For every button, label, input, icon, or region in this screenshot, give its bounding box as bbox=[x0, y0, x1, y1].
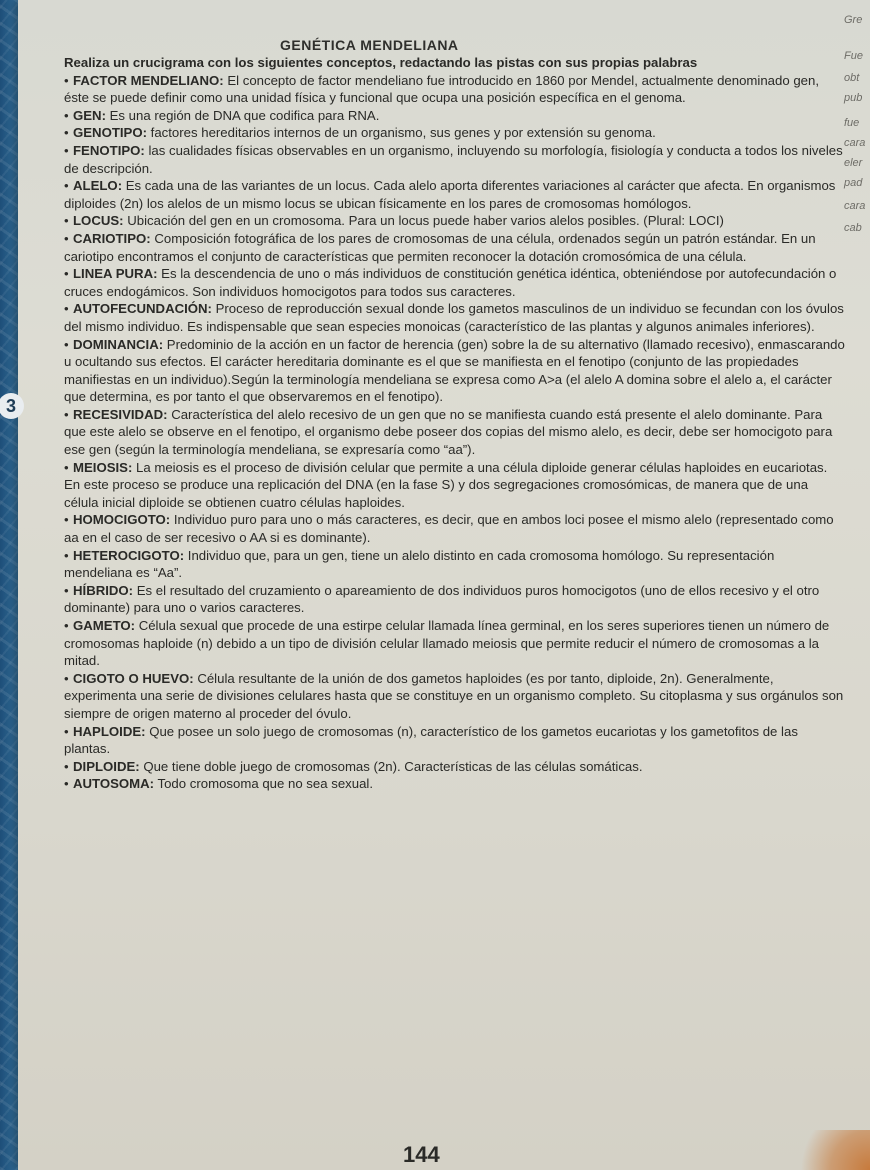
step-badge: 3 bbox=[0, 393, 24, 419]
bullet-icon: • bbox=[64, 72, 69, 88]
definition-text: Es la descendencia de uno o más individuos de constitución genética idéntica, obteniéndose por autofecundación o cruces endogámicos. Son individuos homocigotos para todos sus caracteres. bbox=[64, 266, 837, 299]
definition-text: Ubicación del gen en un cromosoma. Para un locus puede haber varios alelos posibles. (Plural: LOCI) bbox=[123, 213, 724, 229]
definition-entry bbox=[64, 265, 846, 300]
bullet-icon: • bbox=[64, 266, 69, 282]
side-word: fue bbox=[844, 117, 860, 129]
definition-text: Predominio de la acción en un factor de herencia (gen) sobre la de su alternativo (llamado recesivo), enmascarando u ocultando sus efectos. El carácter hereditaria dominante es el que se manifiesta en el fenotipo (conjunto de las propiedades manifiestas en un individuo).Según la terminología mendeliana se expresa como A>a (el alelo A domina sobre el alelo a, el carácter que determina, es por tanto el que observaremos en el fenotipo). bbox=[64, 336, 845, 405]
definition-term: GAMETO: bbox=[73, 618, 136, 633]
definition-entry bbox=[64, 336, 846, 406]
definition-text: Todo cromosoma que no sea sexual. bbox=[154, 776, 374, 792]
definition-entry bbox=[64, 775, 846, 793]
definition-entry bbox=[64, 547, 846, 582]
bullet-icon: • bbox=[64, 406, 69, 422]
bullet-icon: • bbox=[64, 301, 69, 317]
bullet-icon: • bbox=[64, 107, 69, 123]
bullet-icon: • bbox=[64, 670, 69, 686]
definition-text: factores hereditarios internos de un organismo, sus genes y por extensión su genoma. bbox=[147, 125, 656, 141]
definition-text: Individuo que, para un gen, tiene un alelo distinto en cada cromosoma homólogo. Su representación mendeliana es “Aa”. bbox=[64, 547, 775, 581]
bullet-icon: • bbox=[64, 512, 69, 528]
bullet-icon: • bbox=[64, 125, 69, 141]
side-word: pub bbox=[844, 92, 863, 104]
definition-term: FENOTIPO: bbox=[73, 142, 145, 158]
definition-term: CARIOTIPO: bbox=[73, 230, 151, 246]
definition-text: Característica del alelo recesivo de un gen que no se manifiesta cuando está presente el alelo dominante. Para que este alelo se observe en el fenotipo, el organismo debe poseer dos copias del mismo alelo, es decir, debe ser homocigoto para ese gen (según la terminología mendeliana, se expresaría como “aa”). bbox=[64, 406, 833, 458]
definition-text: Es cada una de las variantes de un locus. Cada alelo aporta diferentes variaciones al carácter que afecta. En organismos diploides (2n) los alelos de un mismo locus se ubican físicamente en los pares de cromosomas homólogos. bbox=[64, 178, 836, 211]
definition-text: Que tiene doble juego de cromosomas (2n). Características de las células somáticas. bbox=[139, 758, 643, 774]
definition-entry bbox=[64, 406, 846, 459]
definition-term: HAPLOIDE: bbox=[73, 723, 146, 739]
definition-entry bbox=[64, 582, 846, 617]
definition-term: RECESIVIDAD: bbox=[73, 406, 168, 422]
definition-entry bbox=[64, 459, 846, 512]
side-word: obt bbox=[844, 72, 860, 84]
definition-term: AUTOSOMA: bbox=[73, 776, 155, 792]
definition-entry bbox=[64, 72, 846, 107]
side-word: eler bbox=[844, 157, 863, 169]
page-number: 144 bbox=[403, 1142, 440, 1167]
definition-term: HÍBRIDO: bbox=[73, 582, 134, 598]
side-word: Fue bbox=[844, 50, 863, 62]
definition-term: HETEROCIGOTO: bbox=[73, 547, 185, 563]
bullet-icon: • bbox=[64, 758, 69, 774]
definition-term: MEIOSIS: bbox=[73, 459, 133, 475]
definition-term: DIPLOIDE: bbox=[73, 758, 140, 774]
document-page bbox=[18, 0, 870, 1170]
definition-entry bbox=[64, 723, 846, 758]
definition-term: FACTOR MENDELIANO: bbox=[73, 72, 224, 88]
definition-entry bbox=[64, 142, 846, 177]
bullet-icon: • bbox=[64, 459, 69, 475]
side-word: Gre bbox=[844, 14, 863, 26]
definition-text: Composición fotográfica de los pares de cromosomas de una célula, ordenados según un patrón estándar. En un cariotipo encontramos el conjunto de características que permiten reconocer la dotación cromosómica de una célula. bbox=[64, 230, 816, 264]
bullet-icon: • bbox=[64, 618, 69, 633]
definition-term: LOCUS: bbox=[73, 213, 124, 229]
definition-term: AUTOFECUNDACIÓN: bbox=[73, 301, 212, 317]
definition-text: Es una región de DNA que codifica para RNA. bbox=[105, 107, 380, 123]
bullet-icon: • bbox=[64, 582, 69, 598]
definition-entry bbox=[64, 617, 846, 670]
definition-term: ALELO: bbox=[73, 178, 123, 194]
bullet-icon: • bbox=[64, 336, 69, 352]
side-word: cara bbox=[844, 137, 866, 149]
bullet-icon: • bbox=[64, 213, 69, 229]
definition-term: LINEA PURA: bbox=[73, 266, 158, 282]
definition-text: Célula sexual que procede de una estirpe celular llamada línea germinal, en los seres superiores tienen un número de cromosomas haploide (n) debido a un tipo de división celular llamado meiosis que permite reducir el número de cromosomas a la mitad. bbox=[64, 618, 830, 669]
definition-text: Proceso de reproducción sexual donde los gametos masculinos de un individuo se fecundan con los óvulos del mismo individuo. Es indispensable que sean especies monoicas (característico de las plantas y algunos animales inferiores). bbox=[64, 301, 844, 334]
definition-entry bbox=[64, 511, 846, 546]
definition-entry bbox=[64, 124, 846, 142]
definition-entry bbox=[64, 212, 846, 230]
definition-text: las cualidades físicas observables en un organismo, incluyendo su morfología, fisiología y conducta a todos los niveles de descripción. bbox=[64, 142, 843, 176]
definition-term: GEN: bbox=[73, 107, 106, 123]
page-title: GENÉTICA MENDELIANA bbox=[280, 37, 459, 53]
definition-entry bbox=[64, 230, 846, 265]
definition-text: Que posee un solo juego de cromosomas (n), característico de los gametos eucariotas y los gametofitos de las plantas. bbox=[64, 723, 798, 757]
definition-entry bbox=[64, 177, 846, 212]
corner-glow bbox=[780, 1130, 870, 1170]
bullet-icon: • bbox=[64, 547, 69, 563]
definition-entry bbox=[64, 670, 846, 723]
definition-text: El concepto de factor mendeliano fue introducido en 1860 por Mendel, actualmente denominado gen, éste se puede definir como una unidad física y funcional que ocupa una posición específica en el genoma. bbox=[64, 72, 819, 106]
definition-text: La meiosis es el proceso de división celular que permite a una célula diploide generar células haploides en eucariotas. En este proceso se produce una replicación del DNA (en la fase S) y dos segregaciones cromosómicas, de manera que de una célula inicial diploide se obtienen cuatro células haploides. bbox=[64, 459, 828, 510]
bullet-icon: • bbox=[64, 230, 69, 246]
intro-instruction: Realiza un crucigrama con los siguientes conceptos, redactando las pistas con sus propias palabras bbox=[64, 55, 698, 70]
bullet-icon: • bbox=[64, 142, 69, 158]
definition-list bbox=[64, 72, 846, 793]
side-word: cara bbox=[844, 200, 866, 212]
definition-text: Individuo puro para uno o más caracteres, es decir, que en ambos loci posee el mismo alelo (representado como aa en el caso de ser recesivo o AA si es dominante). bbox=[64, 512, 834, 546]
document-body bbox=[64, 54, 846, 793]
bullet-icon: • bbox=[64, 723, 69, 739]
definition-term: DOMINANCIA: bbox=[73, 336, 164, 352]
side-word: cab bbox=[844, 222, 862, 234]
definition-term: HOMOCIGOTO: bbox=[73, 512, 171, 528]
definition-entry bbox=[64, 107, 846, 125]
bullet-icon: • bbox=[64, 178, 69, 194]
side-word: pad bbox=[844, 177, 863, 189]
definition-entry bbox=[64, 758, 846, 776]
definition-text: Es el resultado del cruzamiento o apareamiento de dos individuos puros homocigotos (uno de ellos recesivo y el otro dominante) para uno o varios caracteres. bbox=[64, 582, 820, 616]
definition-term: GENOTIPO: bbox=[73, 125, 147, 141]
bullet-icon: • bbox=[64, 776, 69, 792]
definition-entry bbox=[64, 300, 846, 335]
definition-term: CIGOTO O HUEVO: bbox=[73, 670, 194, 686]
definition-text: Célula resultante de la unión de dos gametos haploides (es por tanto, diploide, 2n). Generalmente, experimenta una serie de divisiones celulares hasta que se constituye en un organismo completo. Su citoplasma y sus orgánulos son siempre de origen materno al proceder del óvulo. bbox=[64, 670, 844, 721]
